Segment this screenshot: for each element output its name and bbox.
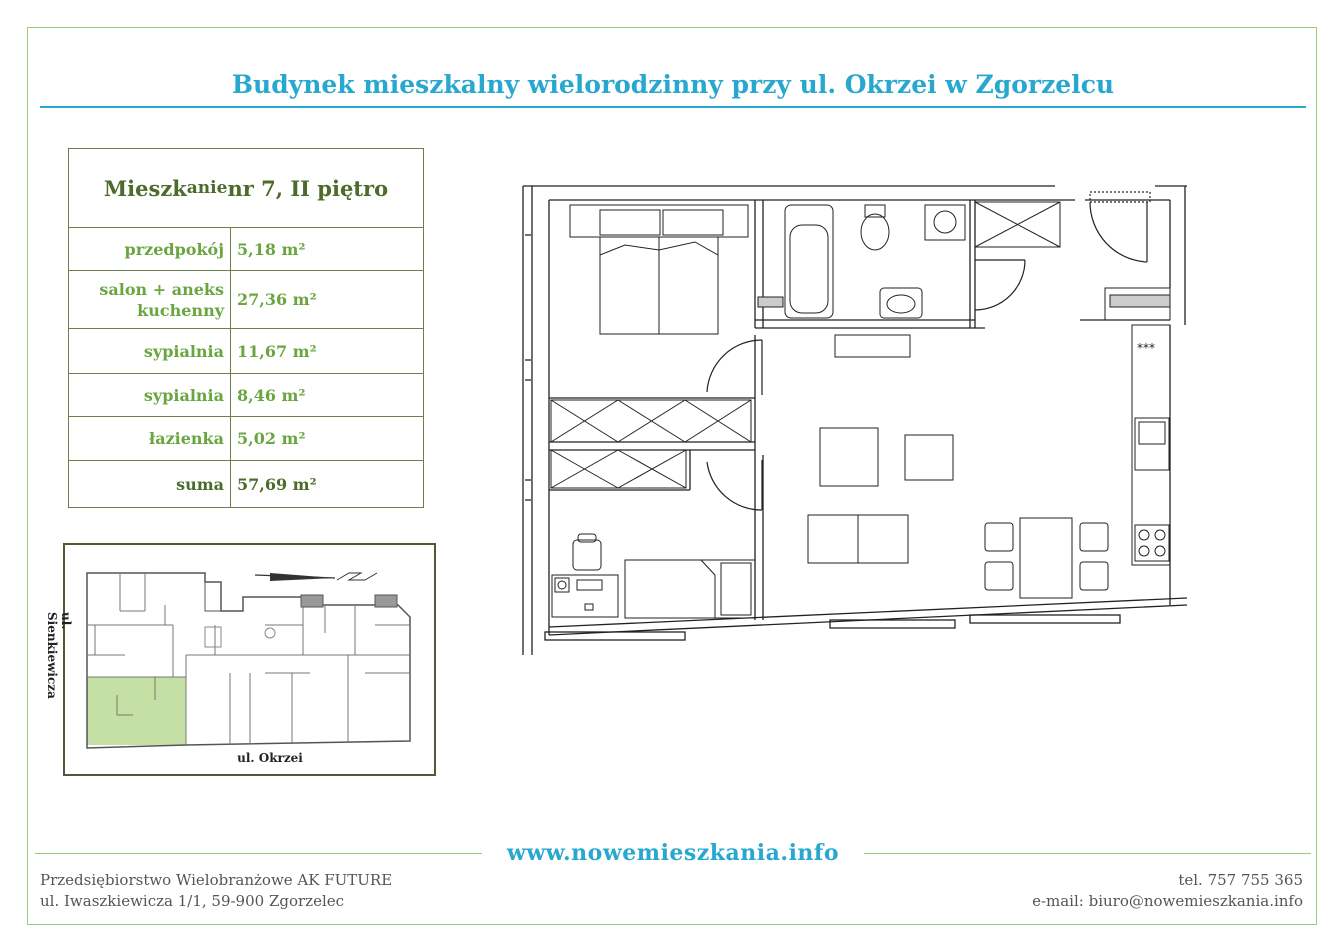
street-label-left: ul. Sienkiewicza: [45, 612, 73, 699]
table-row: [69, 227, 423, 270]
site-plan: [63, 543, 436, 776]
room-area: 8,46 m²: [237, 385, 306, 405]
site-plan-drawing: [65, 545, 434, 774]
company-name: Przedsiębiorstwo Wielobranżowe AK FUTURE: [40, 871, 393, 889]
phone-number: tel. 757 755 365: [1178, 871, 1303, 889]
tv-unit: [835, 335, 910, 357]
room-area: 5,02 m²: [237, 429, 306, 448]
room-label: sypialnia: [69, 329, 231, 373]
dining-chair: [985, 523, 1013, 551]
dining-chair: [985, 562, 1013, 590]
table-row: [69, 373, 423, 416]
toilet: [865, 205, 885, 217]
wardrobe: [551, 450, 686, 488]
door-bathroom: [975, 260, 1025, 310]
apartment-heading-suffix: nr 7, II piętro: [227, 175, 389, 201]
door-bedroom2: [707, 462, 762, 510]
door-entrance: [1090, 202, 1147, 262]
room-area: 27,36 m²: [237, 290, 317, 309]
table-row: [69, 270, 423, 328]
table-row: [69, 416, 423, 460]
room-area: 11,67 m²: [237, 341, 317, 361]
north-arrow-icon: [255, 573, 377, 581]
double-bed: [570, 205, 748, 334]
fridge-label: ***: [1137, 341, 1155, 355]
footer-divider-left: [35, 853, 482, 854]
email-address[interactable]: e-mail: biuro@nowemieszkania.info: [1032, 892, 1303, 910]
table-row-total: [69, 460, 423, 507]
radiator: [758, 297, 783, 307]
balcony: [375, 595, 397, 607]
balcony: [205, 582, 221, 611]
room-label: przedpokój: [69, 228, 231, 270]
floor-plan: [515, 180, 1195, 660]
dining-table: [1020, 518, 1072, 598]
total-label: suma: [69, 461, 231, 507]
staircase: [205, 627, 221, 647]
area-table: [68, 148, 424, 508]
company-address: ul. Iwaszkiewicza 1/1, 59-900 Zgorzelec: [40, 892, 345, 910]
website-link[interactable]: www.nowemieszkania.info: [506, 840, 840, 866]
apartment-heading-small: anie: [186, 178, 228, 198]
page-title: Budynek mieszkalny wielorodzinny przy ul. Okrzei w Zgorzelcu: [231, 70, 1115, 99]
washing-machine: [925, 205, 965, 240]
title-divider: [40, 106, 1306, 108]
elevator: [265, 628, 275, 638]
coffee-table: [820, 428, 878, 486]
room-label: salon + aneks kuchenny: [69, 271, 231, 328]
room-label: łazienka: [69, 417, 231, 460]
door-bedroom1: [707, 340, 762, 392]
table-row: [69, 328, 423, 373]
footer-divider-right: [864, 853, 1311, 854]
balcony: [301, 595, 323, 607]
cooktop: [1135, 525, 1169, 561]
single-bed: [625, 560, 755, 618]
dining-chair: [1080, 523, 1108, 551]
chair: [573, 540, 601, 570]
dining-chair: [1080, 562, 1108, 590]
room-area: 5,18 m²: [237, 239, 306, 259]
armchair: [905, 435, 953, 480]
room-label: sypialnia: [69, 374, 231, 416]
apartment-heading-prefix: Mieszk: [103, 175, 187, 201]
kitchen-counter: [1132, 325, 1170, 565]
apartment-heading: [69, 149, 423, 227]
bathtub: [785, 205, 833, 318]
total-area: 57,69 m²: [237, 474, 317, 494]
apartment-highlight: [87, 677, 186, 745]
street-label-bottom: ul. Okrzei: [237, 751, 303, 765]
